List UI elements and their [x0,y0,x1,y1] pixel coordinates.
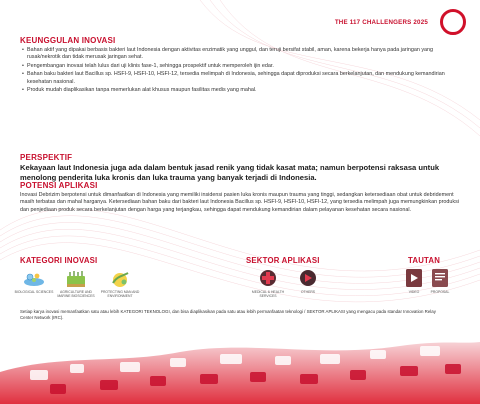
keunggulan-item: • Pengembangan inovasi telah lulus dari uji klinis fase-1, sehingga prospektif untuk memperoleh ijin edar. [22,63,462,70]
keunggulan-item: • Bahan baku bakteri laut Bacillus sp. HSFI-9, HSFI-10, HSFI-12, tersedia melimpah di Indonesia, sehingga dapat diproduksi secara berkelanjutan, dan mendukung kemandirian kesehatan nasional. [22,71,462,86]
kategori-item [56,270,96,298]
kategori-caption: PROTECTING MAN AND ENVIRONMENT [100,290,140,298]
protecting-environment-icon [109,270,131,288]
kategori-item [100,270,140,298]
proposal-icon[interactable] [431,268,449,288]
sektor-caption: MEDICAL & HEALTH SERVICES [251,290,285,298]
kategori-heading: KATEGORI INOVASI [20,256,98,265]
keunggulan-list [22,47,462,94]
kategori-caption: BIOLOGICAL SCIENCES [14,290,54,294]
sektor-item [288,268,328,294]
medical-health-icon [258,268,278,288]
kategori-caption: AGRICULTURE AND MARINE BIOSCIENCES [57,290,95,298]
tautan-caption: PROPOSAL [430,290,450,294]
keunggulan-heading: KEUNGGULAN INOVASI [20,36,116,45]
potensi-heading: POTENSI APLIKASI [20,181,98,190]
decorative-puzzle-band [0,324,480,404]
biological-sciences-icon [23,270,45,288]
tautan-caption: VIDEO [408,290,420,294]
tautan-heading: TAUTAN [408,256,441,265]
sektor-item [248,268,288,298]
others-icon [298,268,318,288]
perspektif-text: Kekayaan laut Indonesia juga ada dalam bentuk jasad renik yang tidak kasat mata; namun berpotensi raksasa untuk menolong penderita luka kronis dan luka trauma yang banyak terjadi di Indonesia. [20,163,440,182]
potensi-text: Inovasi Debrizim berpotensi untuk dimanfaatkan di Indonesia yang memiliki insidensi pasien luka kronis maupun trauma yang tinggi, sedangkan ketersediaan obat untuk debridement masih terbatas dan mahal harganya. Ketersediaan bahan baku dari bakteri laut Indonesia Bacillus sp. HSFI-9, HSFI-10, HSFI-12, yang tersedia melimpah juga memungkinkan produksi dan penjediaan produk secara berkelanjutan dengan harga yang terjangkau, sehingga dapat mendukung kemandirian dalam pelayanan kesehatan secara nasional. [20,192,459,213]
keunggulan-item: • Bahan aktif yang dipakai berbasis bakteri laut Indonesia dengan aktivitas enzimatik yang unggul, dan teruji bersifat stabil, aman, karena bekerja hanya pada jaringan yang rusak/nekrotik dan tidak merusak jaringan sehat. [22,47,462,62]
perspektif-heading: PERSPEKTIF [20,153,73,162]
sektor-caption: OTHERS [300,290,316,294]
footnote: Setiap karya inovasi memanfaatkan satu atau lebih KATEGORI TEKNOLOGI, dan bisa diaplikasikan pada satu atau lebih permanfaatan teknologi / SEKTOR APLIKASI yang mengacu pada standar Innovation Relay Center Network (IRC). [20,309,436,320]
ring-logo [440,9,466,35]
kategori-item [14,270,54,294]
event-title: THE 117 CHALLENGERS 2025 [334,19,428,26]
sektor-heading: SEKTOR APLIKASI [246,256,320,265]
tautan-item[interactable] [420,268,460,294]
agriculture-marine-icon [65,270,87,288]
keunggulan-item: • Produk mudah diaplikasikan tanpa memerlukan alat khusus maupun fasilitas medis yang mahal. [22,87,462,94]
